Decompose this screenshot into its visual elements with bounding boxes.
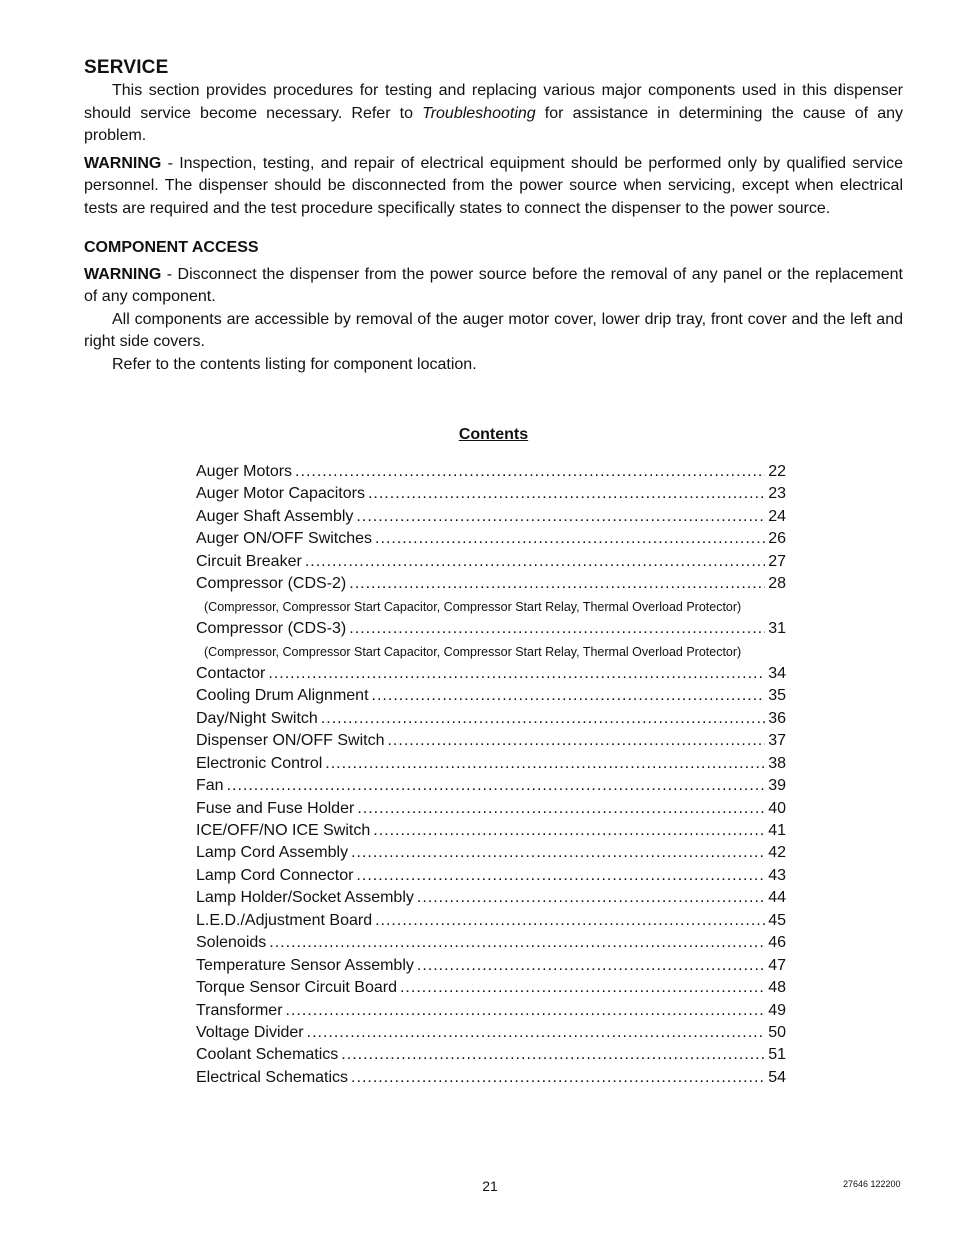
toc-entry [196,573,786,595]
toc-dot-leader [307,1022,766,1044]
toc-entry [196,775,786,797]
toc-entry [196,932,786,954]
toc-entry [196,618,786,640]
toc-entry [196,685,786,707]
toc-entry-label: Coolant Schematics [196,1046,339,1064]
toc-dot-leader [341,1044,765,1066]
toc-entry-label: Auger Motors [196,463,293,480]
document-code: 27646 122200 [843,1179,901,1189]
toc-entry [196,483,786,505]
toc-entry [196,820,786,842]
toc-subentry-note: (Compressor, Compressor Start Capacitor, Compressor Start Relay, Thermal Overload Protector) [204,644,742,659]
toc-entry-label: Solenoids [196,934,267,952]
toc-entry-label: Lamp Holder/Socket Assembly [196,889,414,907]
toc-entry [196,528,786,550]
toc-entry [196,1044,786,1066]
toc-dot-leader [227,775,766,797]
toc-entry-page: 22 [768,463,786,480]
access-warning-paragraph [84,264,903,309]
toc-entry-label: Voltage Divider [196,1023,304,1041]
toc-entry-label: Lamp Cord Connector [196,866,354,884]
toc-entry-page: 45 [768,911,786,929]
toc-entry-label: Fuse and Fuse Holder [196,799,355,817]
toc-dot-leader [325,753,765,775]
toc-entry [196,730,786,752]
toc-entry-label: Dispenser ON/OFF Switch [196,732,385,750]
toc-entry [196,461,786,483]
toc-entry-page: 23 [768,485,786,503]
toc-entry-label: Auger ON/OFF Switches [196,530,373,548]
toc-dot-leader [375,910,765,932]
toc-entry-page: 26 [768,530,786,548]
toc-dot-leader [295,461,765,483]
warning-label: WARNING [84,154,162,172]
toc-entry [196,506,786,528]
toc-entry [196,887,786,909]
toc-entry-label: Fan [196,777,224,795]
toc-entry-page: 44 [768,889,786,907]
section-heading-component-access: COMPONENT ACCESS [84,238,259,256]
toc-entry-page: 51 [768,1046,786,1064]
toc-entry-page: 31 [768,620,786,638]
service-intro-paragraph [84,80,903,148]
toc-entry-label: Electrical Schematics [196,1068,349,1086]
toc-entry-label: Auger Shaft Assembly [196,507,354,525]
toc-dot-leader [321,708,765,730]
toc-dot-leader [305,551,765,573]
toc-entry [196,708,786,730]
toc-dot-leader [356,865,765,887]
toc-dot-leader [372,685,766,707]
toc-dot-leader [351,1067,765,1089]
toc-dot-leader [349,618,765,640]
toc-entry-page: 50 [768,1023,786,1041]
toc-entry-page: 27 [768,552,786,570]
service-section [84,56,903,377]
troubleshooting-reference: Troubleshooting [422,104,536,122]
toc-entry-page: 41 [768,822,786,839]
toc-entry [196,1000,786,1022]
toc-dot-leader [400,977,765,999]
section-heading-service: SERVICE [84,57,169,78]
service-warning-paragraph [84,153,903,221]
toc-dot-leader [387,730,765,752]
service-intro-text-end: for assistance in determining the cause of any problem. [84,104,903,145]
access-warning-text: - Disconnect the dispenser from the power source before the removal of any panel or the replacement of any component. [84,265,903,306]
toc-entry [196,977,786,999]
toc-entry-label: L.E.D./Adjustment Board [196,911,373,929]
toc-entry [196,1022,786,1044]
toc-entry [196,1067,786,1089]
toc-dot-leader [351,842,765,864]
toc-dot-leader [286,1000,766,1022]
toc-entry [196,663,786,685]
access-paragraph-contents-ref: Refer to the contents listing for component location. [112,355,477,373]
toc-dot-leader [356,506,765,528]
toc-entry-page: 54 [768,1068,786,1086]
toc-entry-page: 28 [768,575,786,593]
toc-dot-leader [375,528,765,550]
service-warning-text: - Inspection, testing, and repair of electrical equipment should be performed only by qualified service personnel. The dispenser should be disconnected from the power source when servicing, except when electrical tests are required and the test procedure specifically states to connect the dispenser to the power source. [84,154,903,217]
toc-entry [196,955,786,977]
toc-dot-leader [349,573,765,595]
contents-title: Contents [458,426,529,443]
toc-entry-label: Temperature Sensor Assembly [196,956,414,974]
toc-dot-leader [368,483,765,505]
toc-entry-page: 35 [768,687,786,705]
toc-dot-leader [357,798,765,820]
toc-entry-page: 42 [768,844,786,862]
toc-entry-page: 49 [768,1001,786,1019]
toc-entry-label: Compressor (CDS-2) [196,575,347,593]
toc-entry-page: 34 [768,664,786,682]
toc-entry-label: ICE/OFF/NO ICE Switch [196,822,371,839]
toc-entry-page: 39 [768,777,786,795]
toc-entry-page: 38 [768,754,786,772]
toc-dot-leader [373,820,765,842]
toc-entry-page: 43 [768,866,786,884]
toc-entry-page: 40 [768,799,786,817]
toc-entry-label: Compressor (CDS-3) [196,620,347,638]
toc-dot-leader [268,663,765,685]
table-of-contents [196,461,786,1089]
page-number: 21 [482,1178,498,1194]
toc-entry-label: Torque Sensor Circuit Board [196,979,397,997]
toc-entry [196,753,786,775]
toc-entry-label: Lamp Cord Assembly [196,844,349,862]
service-intro-text-start: This section provides procedures for testing and replacing various major components used in this dispenser should service become necessary. Refer to [84,82,903,122]
toc-entry [196,910,786,932]
toc-entry-label: Transformer [196,1001,283,1019]
toc-entry-label: Cooling Drum Alignment [196,687,369,705]
toc-entry-page: 36 [768,709,786,727]
toc-entry-page: 47 [768,956,786,974]
toc-subentry-note: (Compressor, Compressor Start Capacitor, Compressor Start Relay, Thermal Overload Protector) [204,599,742,614]
toc-entry-label: Electronic Control [196,754,323,772]
toc-entry-page: 46 [768,934,786,952]
toc-entry-page: 48 [768,979,786,997]
warning-label: WARNING [84,265,162,283]
toc-entry-label: Day/Night Switch [196,709,318,727]
toc-dot-leader [269,932,765,954]
toc-entry [196,842,786,864]
toc-entry [196,551,786,573]
toc-entry-label: Circuit Breaker [196,552,302,570]
toc-entry [196,865,786,887]
toc-dot-leader [417,955,765,977]
toc-entry [196,798,786,820]
toc-entry-label: Auger Motor Capacitors [196,485,365,503]
toc-entry-label: Contactor [196,664,266,682]
toc-entry-page: 24 [768,507,786,525]
toc-dot-leader [417,887,765,909]
access-paragraph-covers: All components are accessible by removal of the auger motor cover, lower drip tray, front cover and the left and right side covers. [84,310,903,351]
toc-entry-page: 37 [768,732,786,750]
